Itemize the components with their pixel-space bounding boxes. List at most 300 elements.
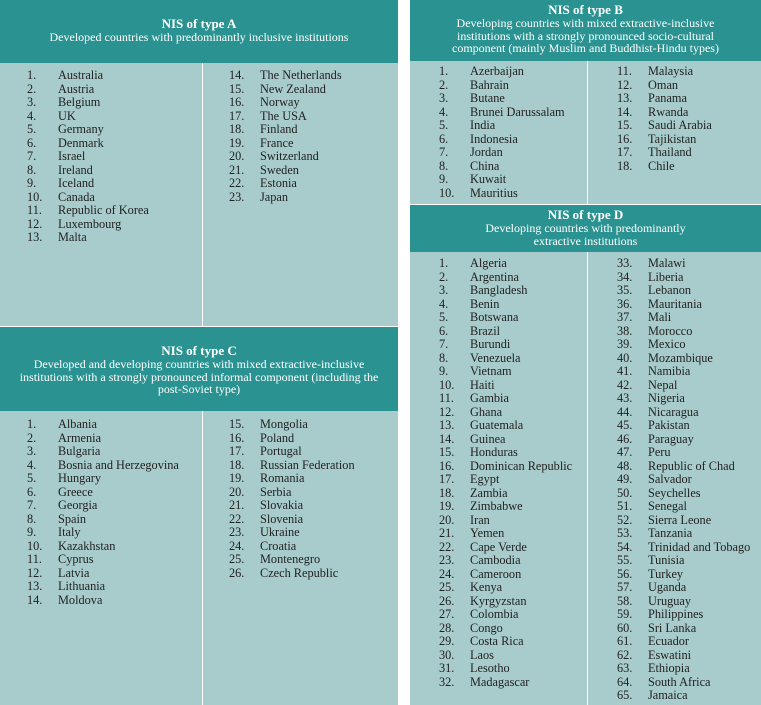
list-item — [617, 514, 750, 528]
list-item — [617, 352, 750, 366]
panel-header — [410, 205, 761, 252]
list-item — [27, 69, 149, 83]
list-item — [439, 392, 572, 406]
country-name: UK — [58, 108, 76, 123]
country-name: Venezuela — [470, 350, 521, 365]
list-number: 35. — [617, 283, 633, 297]
list-number: 17. — [439, 472, 455, 486]
country-name: Madagascar — [470, 674, 530, 689]
panel-title: NIS of type A — [161, 16, 237, 31]
list-number: 15. — [617, 118, 633, 132]
country-name: Honduras — [470, 445, 518, 459]
list-number: 38. — [617, 323, 633, 338]
list-item — [229, 499, 355, 513]
country-name: Canada — [58, 189, 95, 204]
country-name: Ethiopia — [648, 661, 690, 675]
panel-type-b — [410, 0, 761, 204]
list-item — [617, 541, 750, 555]
country-name: Sri Lanka — [648, 620, 697, 635]
list-number: 15. — [229, 417, 245, 431]
list-item — [617, 662, 750, 676]
list-number: 9. — [27, 525, 37, 539]
list-number: 4. — [27, 457, 37, 472]
list-item — [617, 311, 750, 325]
list-number: 43. — [617, 391, 633, 405]
country-name: Guatemala — [470, 418, 524, 432]
list-number: 10. — [439, 377, 455, 392]
country-name: Mali — [648, 310, 672, 324]
list-number: 15. — [439, 445, 455, 459]
country-name: Egypt — [470, 472, 500, 486]
list-number: 60. — [617, 620, 633, 635]
list-number: 57. — [617, 580, 633, 594]
list-item — [617, 392, 750, 406]
country-name: Mauritius — [470, 185, 518, 200]
country-name: Yemen — [470, 526, 505, 540]
country-name: Paraguay — [648, 431, 694, 446]
country-name: Uruguay — [648, 593, 692, 608]
list-item — [617, 446, 750, 460]
country-name: Bahrain — [470, 77, 509, 92]
list-number: 23. — [229, 525, 245, 539]
column-divider — [587, 61, 588, 204]
country-name: Philippines — [648, 607, 704, 621]
list-item — [27, 231, 149, 245]
list-item — [27, 164, 149, 178]
list-number: 37. — [617, 310, 633, 324]
country-name: Latvia — [58, 565, 90, 580]
list-item — [439, 119, 565, 133]
country-name: Cyprus — [58, 552, 94, 566]
country-name: Haiti — [470, 377, 495, 392]
list-item — [439, 554, 572, 568]
country-name: Morocco — [648, 323, 693, 338]
list-item — [439, 433, 572, 447]
list-item — [617, 133, 712, 147]
country-name: Cameroon — [470, 566, 522, 581]
country-name: Namibia — [648, 364, 691, 378]
panel-type-c — [0, 327, 398, 705]
list-item — [27, 459, 179, 473]
list-item — [27, 96, 149, 110]
country-name: Argentina — [470, 269, 519, 284]
list-item — [229, 472, 355, 486]
list-number: 9. — [439, 364, 449, 378]
panel-subtitle: Developed countries with predominantly inclusive institutions — [49, 30, 349, 44]
country-name: Nigeria — [648, 391, 685, 405]
country-name: Australia — [58, 68, 104, 82]
list-item — [439, 106, 565, 120]
list-item — [617, 649, 750, 663]
country-name: Romania — [260, 471, 305, 485]
list-number: 7. — [439, 145, 449, 159]
list-item — [617, 622, 750, 636]
list-item — [439, 406, 572, 420]
list-number: 44. — [617, 404, 633, 419]
list-number: 19. — [439, 499, 455, 513]
list-number: 11. — [617, 64, 632, 78]
country-name: Benin — [470, 296, 500, 311]
list-item — [229, 137, 342, 151]
country-name: South Africa — [648, 674, 711, 689]
country-name: Ecuador — [648, 634, 689, 648]
list-item — [439, 608, 572, 622]
list-item — [27, 540, 179, 554]
list-number: 16. — [617, 131, 633, 146]
country-name: Azerbaijan — [470, 64, 524, 78]
list-item — [439, 379, 572, 393]
list-item — [27, 150, 149, 164]
list-item — [617, 689, 750, 703]
list-item — [439, 65, 565, 79]
list-number: 9. — [27, 176, 37, 190]
list-number: 13. — [439, 418, 455, 432]
list-item — [617, 554, 750, 568]
list-item — [439, 311, 572, 325]
list-item — [229, 553, 355, 567]
country-name: Oman — [648, 77, 679, 92]
list-number: 16. — [229, 95, 245, 109]
list-item — [617, 460, 750, 474]
country-name: Thailand — [648, 145, 692, 159]
country-name: Malawi — [648, 256, 686, 270]
list-item — [229, 445, 355, 459]
list-number: 12. — [617, 77, 633, 92]
list-item — [439, 649, 572, 663]
list-number: 45. — [617, 418, 633, 432]
list-number: 5. — [439, 310, 449, 324]
list-number: 17. — [229, 108, 245, 123]
list-item — [27, 218, 149, 232]
list-item — [27, 418, 179, 432]
panel-header — [410, 0, 761, 61]
list-number: 3. — [439, 283, 449, 297]
list-item — [229, 526, 355, 540]
list-number: 29. — [439, 634, 455, 648]
list-item — [617, 65, 712, 79]
list-item — [229, 486, 355, 500]
list-item — [439, 635, 572, 649]
list-number: 22. — [229, 176, 245, 190]
panel-subtitle: Developing countries with predominantly extractive institutions — [485, 221, 686, 248]
list-number: 21. — [229, 162, 245, 177]
list-number: 17. — [229, 444, 245, 458]
list-number: 59. — [617, 607, 633, 621]
country-name: Brunei Darussalam — [470, 104, 565, 119]
list-number: 25. — [229, 552, 245, 566]
list-number: 11. — [439, 391, 454, 405]
country-name: Costa Rica — [470, 634, 524, 648]
list-item — [617, 581, 750, 595]
list-number: 16. — [439, 458, 455, 473]
country-name: Estonia — [260, 176, 297, 190]
list-item — [27, 123, 149, 137]
list-item — [27, 486, 179, 500]
list-number: 8. — [439, 158, 449, 173]
list-item — [439, 187, 565, 201]
country-name: Czech Republic — [260, 565, 339, 580]
list-item — [229, 164, 342, 178]
country-name: Israel — [58, 149, 86, 163]
list-item — [617, 608, 750, 622]
list-item — [27, 526, 179, 540]
list-number: 51. — [617, 499, 633, 513]
list-item — [439, 365, 572, 379]
list-item — [27, 472, 179, 486]
list-item — [229, 110, 342, 124]
country-name: Mexico — [648, 337, 686, 351]
list-number: 18. — [229, 122, 245, 136]
list-number: 26. — [229, 565, 245, 580]
list-item — [439, 662, 572, 676]
country-name: Serbia — [260, 484, 292, 499]
list-item — [439, 325, 572, 339]
list-item — [617, 527, 750, 541]
country-name: Peru — [648, 445, 671, 459]
list-number: 21. — [439, 526, 455, 540]
list-item — [27, 177, 149, 191]
country-name: New Zealand — [260, 81, 326, 96]
country-name: Tanzania — [648, 526, 693, 540]
country-name: China — [470, 158, 500, 173]
country-name: Pakistan — [648, 418, 690, 432]
list-item — [439, 284, 572, 298]
list-number: 1. — [439, 256, 449, 270]
country-name: Slovenia — [260, 511, 304, 526]
list-number: 2. — [27, 430, 37, 445]
list-number: 41. — [617, 364, 633, 378]
country-list — [27, 69, 149, 245]
list-number: 19. — [229, 471, 245, 485]
list-number: 2. — [439, 269, 449, 284]
country-name: Jamaica — [648, 688, 688, 702]
list-item — [27, 513, 179, 527]
list-number: 33. — [617, 256, 633, 270]
list-number: 58. — [617, 593, 633, 608]
list-number: 31. — [439, 661, 455, 675]
country-name: Malaysia — [648, 64, 694, 78]
list-number: 13. — [27, 579, 43, 593]
list-number: 25. — [439, 580, 455, 594]
country-name: Nepal — [648, 377, 678, 392]
country-name: Denmark — [58, 135, 104, 150]
country-name: Greece — [58, 484, 93, 499]
list-number: 14. — [229, 68, 245, 82]
list-item — [27, 499, 179, 513]
list-item — [229, 191, 342, 205]
list-number: 14. — [439, 431, 455, 446]
list-item — [617, 257, 750, 271]
list-item — [27, 191, 149, 205]
list-number: 56. — [617, 566, 633, 581]
list-number: 3. — [439, 91, 449, 105]
list-number: 23. — [439, 553, 455, 567]
column-divider — [587, 252, 588, 705]
country-name: Republic of Korea — [58, 203, 149, 217]
list-item — [617, 433, 750, 447]
list-item — [229, 432, 355, 446]
country-name: Iran — [470, 512, 490, 527]
country-name: Lebanon — [648, 283, 692, 297]
list-number: 20. — [229, 484, 245, 499]
list-item — [229, 83, 342, 97]
list-number: 65. — [617, 688, 633, 702]
country-name: Tajikistan — [648, 131, 697, 146]
country-list — [617, 65, 712, 173]
list-number: 13. — [27, 230, 43, 244]
list-item — [617, 271, 750, 285]
list-item — [27, 594, 179, 608]
list-number: 42. — [617, 377, 633, 392]
list-number: 11. — [27, 203, 42, 217]
country-list — [27, 418, 179, 607]
country-name: Guinea — [470, 431, 506, 446]
list-item — [439, 541, 572, 555]
country-name: Cambodia — [470, 553, 521, 567]
list-item — [617, 325, 750, 339]
list-item — [617, 160, 712, 174]
list-number: 17. — [617, 145, 633, 159]
list-number: 9. — [439, 172, 449, 186]
country-name: Ghana — [470, 404, 503, 419]
country-name: Kyrgyzstan — [470, 593, 527, 608]
list-item — [617, 676, 750, 690]
list-item — [439, 257, 572, 271]
panel-subtitle: Developing countries with mixed extractive-inclusive institutions with a strongly pronounced socio-cultural component (mainly Muslim and Buddhist-Hindu types) — [452, 16, 719, 55]
list-item — [617, 635, 750, 649]
country-name: Iceland — [58, 176, 95, 190]
list-item — [439, 146, 565, 160]
list-number: 20. — [229, 149, 245, 163]
country-name: Congo — [470, 620, 503, 635]
column-divider — [202, 63, 203, 326]
list-number: 5. — [439, 118, 449, 132]
country-name: Mongolia — [260, 417, 308, 431]
country-name: Vietnam — [470, 364, 512, 378]
list-number: 5. — [27, 471, 37, 485]
list-item — [617, 284, 750, 298]
list-number: 15. — [229, 81, 245, 96]
list-number: 26. — [439, 593, 455, 608]
country-name: Laos — [470, 647, 494, 662]
country-name: Sweden — [260, 162, 299, 177]
list-number: 32. — [439, 674, 455, 689]
list-number: 50. — [617, 485, 633, 500]
list-number: 36. — [617, 296, 633, 311]
list-item — [439, 160, 565, 174]
list-item — [27, 137, 149, 151]
list-item — [229, 69, 342, 83]
list-number: 7. — [27, 498, 37, 512]
country-name: Italy — [58, 525, 81, 539]
list-number: 16. — [229, 430, 245, 445]
country-name: Hungary — [58, 471, 102, 485]
list-number: 30. — [439, 647, 455, 662]
list-number: 54. — [617, 539, 633, 554]
country-name: Montenegro — [260, 552, 321, 566]
list-number: 46. — [617, 431, 633, 446]
list-number: 7. — [439, 337, 449, 351]
list-item — [617, 119, 712, 133]
list-number: 1. — [27, 68, 37, 82]
list-item — [617, 379, 750, 393]
list-number: 63. — [617, 661, 633, 675]
list-number: 14. — [617, 104, 633, 119]
country-name: Poland — [260, 430, 295, 445]
list-item — [229, 540, 355, 554]
list-number: 18. — [617, 158, 633, 173]
country-name: Botswana — [470, 310, 519, 324]
list-item — [617, 473, 750, 487]
list-number: 4. — [439, 104, 449, 119]
list-item — [27, 580, 179, 594]
country-name: Gambia — [470, 391, 509, 405]
list-number: 52. — [617, 512, 633, 527]
list-item — [617, 487, 750, 501]
list-item — [439, 338, 572, 352]
list-item — [27, 553, 179, 567]
list-item — [617, 92, 712, 106]
country-name: Portugal — [260, 444, 302, 458]
list-number: 24. — [229, 538, 245, 553]
list-number: 40. — [617, 350, 633, 365]
list-item — [617, 500, 750, 514]
country-name: Russian Federation — [260, 457, 355, 472]
list-number: 12. — [27, 565, 43, 580]
list-item — [617, 568, 750, 582]
country-name: Luxembourg — [58, 216, 122, 231]
list-item — [27, 110, 149, 124]
list-number: 8. — [439, 350, 449, 365]
country-list — [229, 418, 355, 580]
list-number: 6. — [439, 131, 449, 146]
list-item — [439, 419, 572, 433]
country-name: Germany — [58, 122, 104, 136]
panel-type-a — [0, 0, 398, 326]
country-name: Bangladesh — [470, 283, 528, 297]
country-name: Kazakhstan — [58, 538, 116, 553]
list-item — [439, 622, 572, 636]
list-item — [617, 419, 750, 433]
list-number: 1. — [27, 417, 37, 431]
list-item — [229, 177, 342, 191]
country-list — [439, 257, 572, 689]
list-item — [229, 96, 342, 110]
list-number: 21. — [229, 498, 245, 512]
country-name: Tunisia — [648, 553, 685, 567]
country-name: Norway — [260, 95, 300, 109]
list-number: 12. — [27, 216, 43, 231]
country-name: Armenia — [58, 430, 102, 445]
list-number: 39. — [617, 337, 633, 351]
list-item — [617, 365, 750, 379]
country-name: Mauritania — [648, 296, 702, 311]
list-number: 18. — [229, 457, 245, 472]
list-item — [229, 459, 355, 473]
list-number: 55. — [617, 553, 633, 567]
list-item — [229, 513, 355, 527]
country-name: Lesotho — [470, 661, 510, 675]
country-name: Panama — [648, 91, 687, 105]
country-name: Sierra Leone — [648, 512, 712, 527]
panel-subtitle: Developed and developing countries with mixed extractive-inclusive institutions with a strongly pronounced informal component (including the post-Soviet type) — [19, 357, 379, 396]
list-number: 10. — [439, 185, 455, 200]
list-number: 5. — [27, 122, 37, 136]
list-item — [439, 595, 572, 609]
list-number: 8. — [27, 511, 37, 526]
panel-title: NIS of type D — [547, 207, 624, 222]
list-number: 10. — [27, 189, 43, 204]
